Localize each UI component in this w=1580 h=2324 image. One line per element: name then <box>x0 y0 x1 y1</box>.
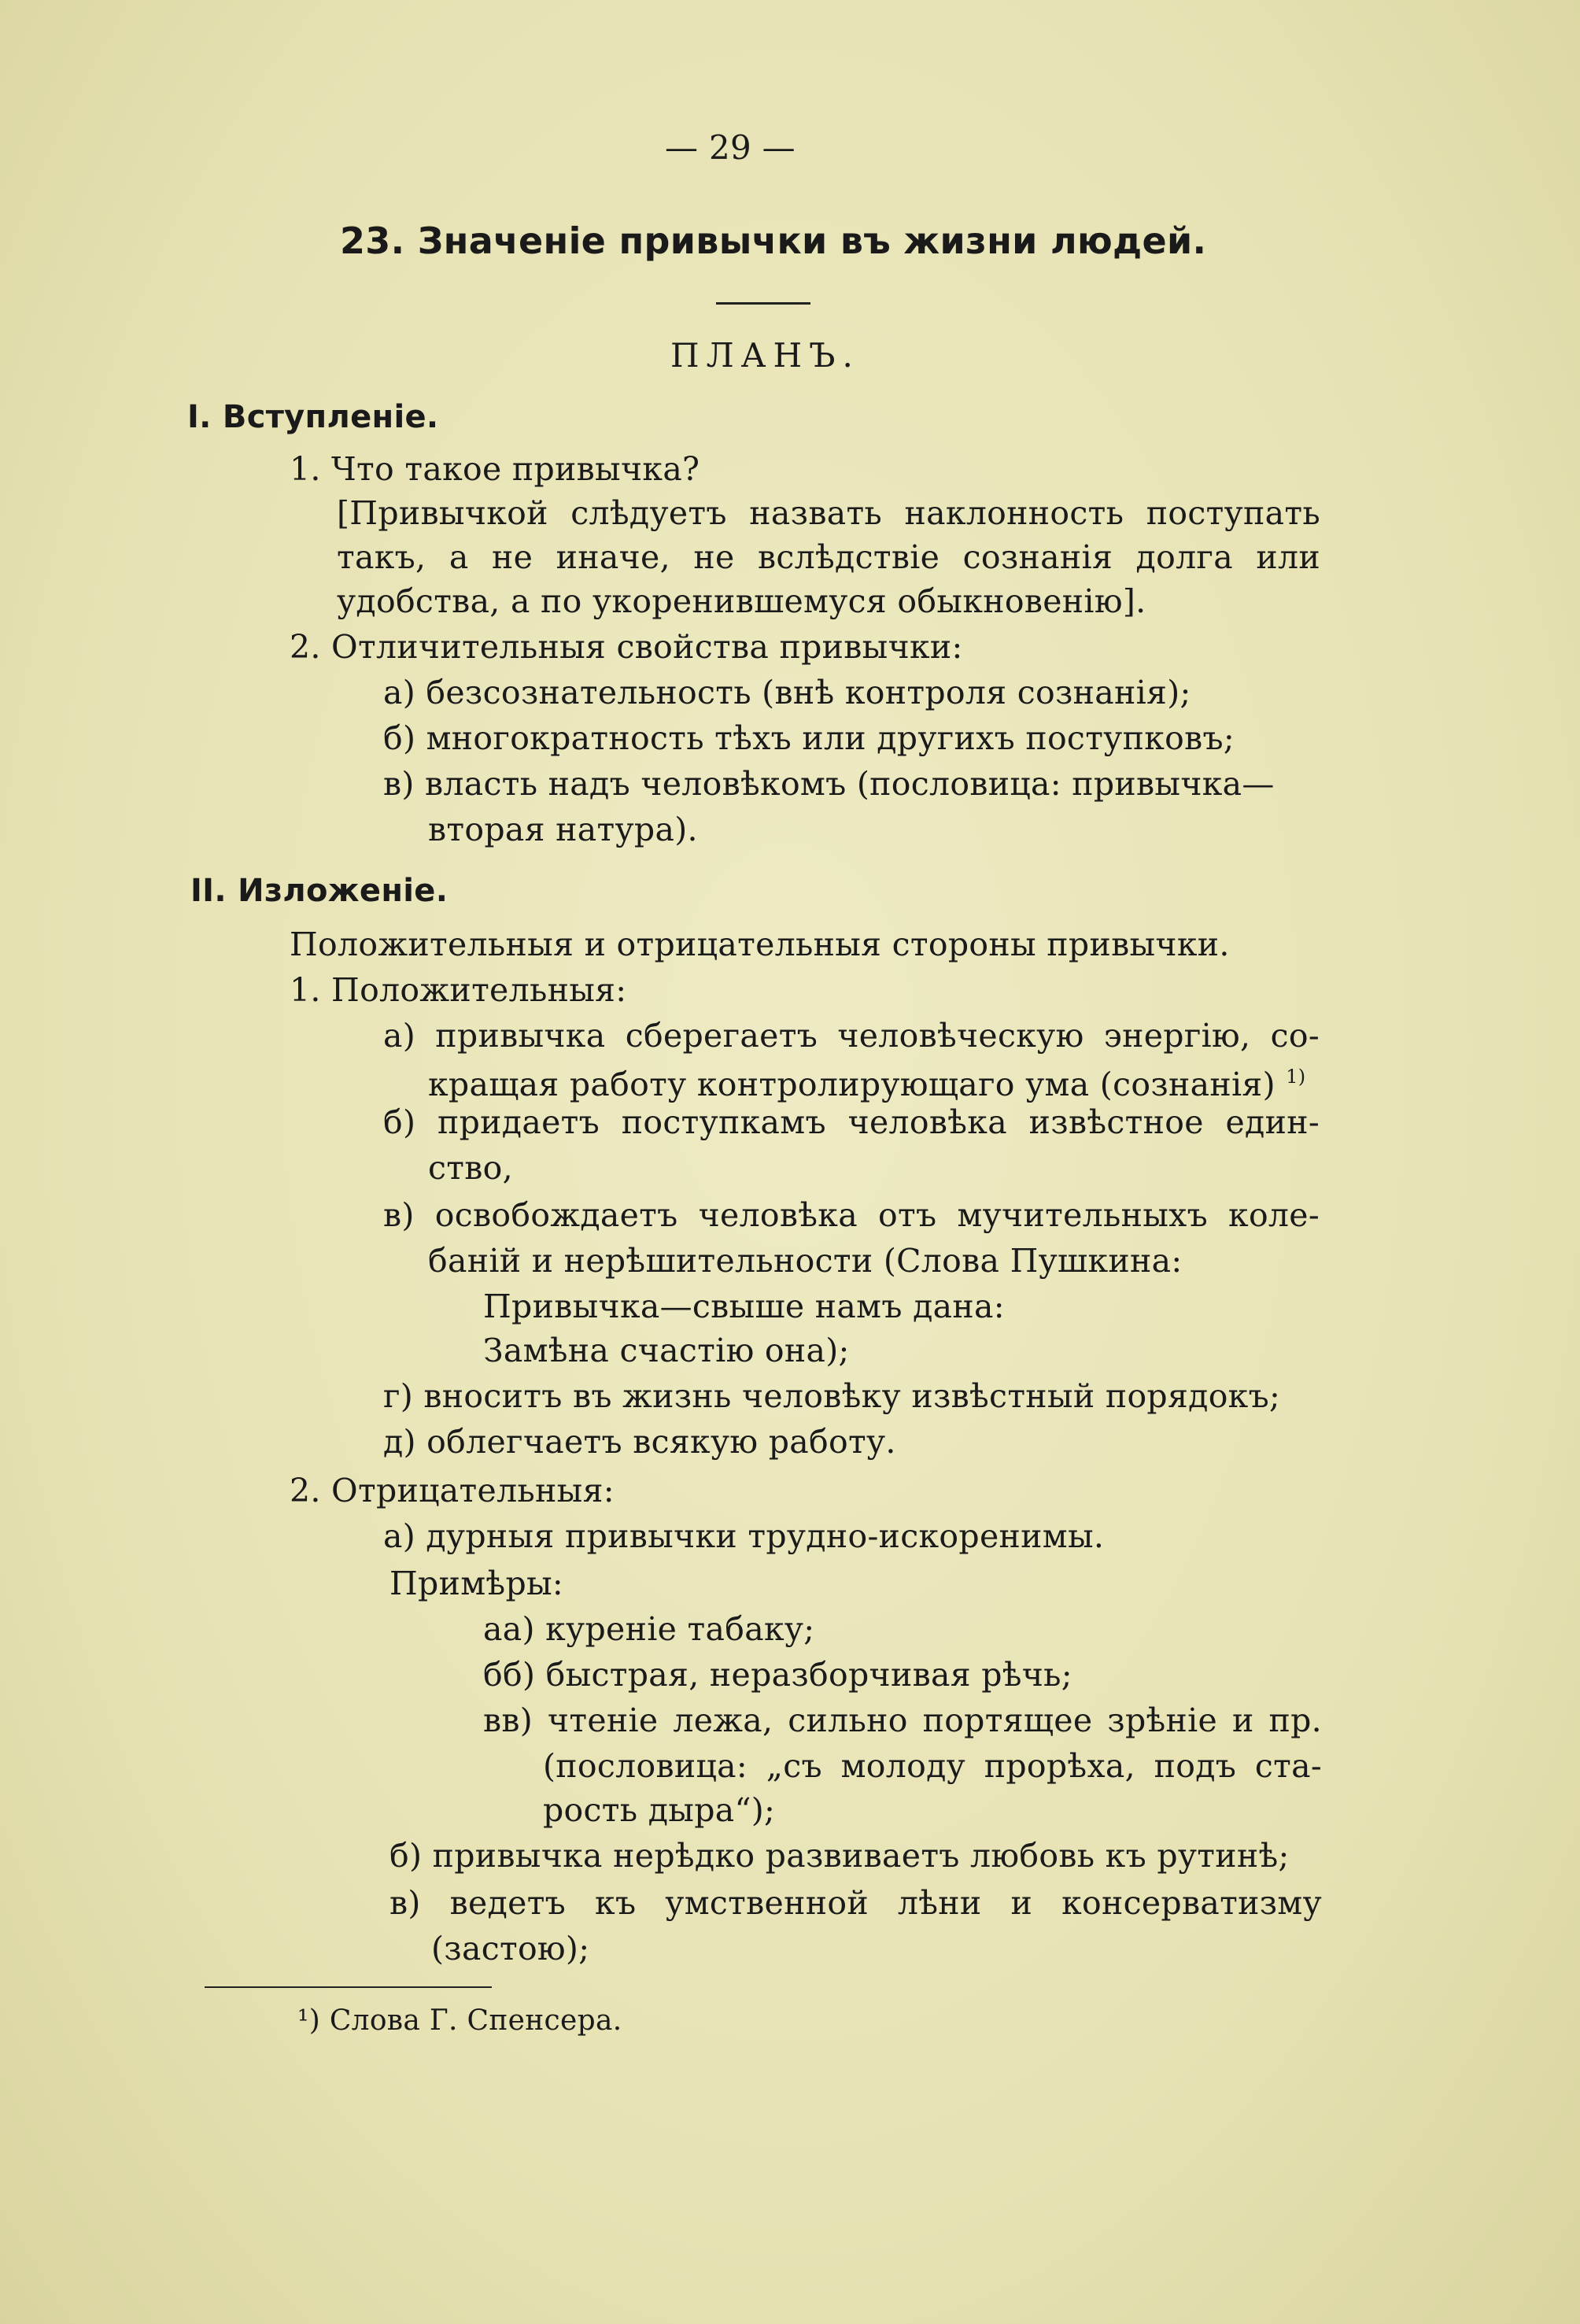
footnote: ¹) Слова Г. Спенсера. <box>297 2004 622 2037</box>
section-1-list-item: а) безсознательность (внѣ контроля сознанія); <box>383 674 1191 711</box>
negative-item: а) дурныя привычки трудно-искоренимы. <box>383 1517 1105 1555</box>
footnote-divider <box>205 1986 492 1988</box>
example-item: бб) быстрая, неразборчивая рѣчь; <box>483 1656 1072 1694</box>
example-item: вв) чтеніе лежа, сильно портящее зрѣніе и пр. <box>483 1701 1322 1739</box>
page-title: 23. Значеніе привычки въ жизни людей. <box>340 220 1207 262</box>
section-1-item-1-text: [Привычкой слѣдуетъ назвать наклонность поступать <box>337 494 1320 532</box>
positive-item: г) вноситъ въ жизнь человѣку извѣстный порядокъ; <box>383 1377 1281 1415</box>
section-1-item-1-text: такъ, а не иначе, не вслѣдствіе сознанія долга или <box>337 538 1320 576</box>
negative-heading: 2. Отрицательныя: <box>290 1472 615 1509</box>
examples-label: Примѣры: <box>389 1565 564 1602</box>
positive-item: д) облегчаетъ всякую работу. <box>383 1423 896 1461</box>
positive-item: ство, <box>428 1149 513 1187</box>
section-1-list-item: вторая натура). <box>428 811 698 848</box>
title-divider <box>716 302 810 305</box>
section-1-list-item: в) власть надъ человѣкомъ (пословица: привычка— <box>383 765 1275 803</box>
positive-item <box>428 1055 1305 1107</box>
example-item: рость дыра“); <box>543 1791 776 1829</box>
example-item: (пословица: „съ молоду прорѣха, подъ ста- <box>543 1747 1322 1785</box>
section-1-item-1: 1. Что такое привычка? <box>290 450 700 488</box>
page-number: — 29 — <box>665 128 796 167</box>
section-2-intro: Положительныя и отрицательныя стороны привычки. <box>290 926 1230 963</box>
section-1-heading: I. Вступленіе. <box>187 399 439 435</box>
section-1-item-1-text: удобства, а по укоренившемуся обыкновенію]. <box>337 582 1146 620</box>
section-2-heading: II. Изложеніе. <box>190 873 449 909</box>
positive-item-text: кращая работу контролирующаго ума (сознанія) <box>428 1066 1275 1103</box>
positive-item: в) освобождаетъ человѣка отъ мучительныхъ коле- <box>383 1196 1320 1234</box>
plan-heading: ПЛАНЪ. <box>670 336 860 375</box>
pushkin-quote-line: Замѣна счастію она); <box>483 1332 850 1369</box>
negative-item: б) привычка нерѣдко развиваетъ любовь къ рутинѣ; <box>389 1837 1290 1875</box>
positive-item: б) придаетъ поступкамъ человѣка извѣстное един- <box>383 1103 1320 1141</box>
positive-item: баній и нерѣшительности (Слова Пушкина: <box>428 1242 1183 1280</box>
positive-item: а) привычка сберегаетъ человѣческую энергію, со- <box>383 1017 1320 1055</box>
example-item: аа) куреніе табаку; <box>483 1610 815 1648</box>
negative-item: (застою); <box>431 1930 590 1967</box>
section-1-item-2: 2. Отличительныя свойства привычки: <box>290 628 963 666</box>
pushkin-quote-line: Привычка—свыше намъ дана: <box>483 1288 1005 1325</box>
negative-item: в) ведетъ къ умственной лѣни и консерватизму <box>389 1884 1322 1922</box>
section-1-list-item: б) многократность тѣхъ или другихъ поступковъ; <box>383 719 1235 757</box>
footnote-ref: 1) <box>1286 1066 1306 1088</box>
positive-heading: 1. Положительныя: <box>290 971 627 1009</box>
